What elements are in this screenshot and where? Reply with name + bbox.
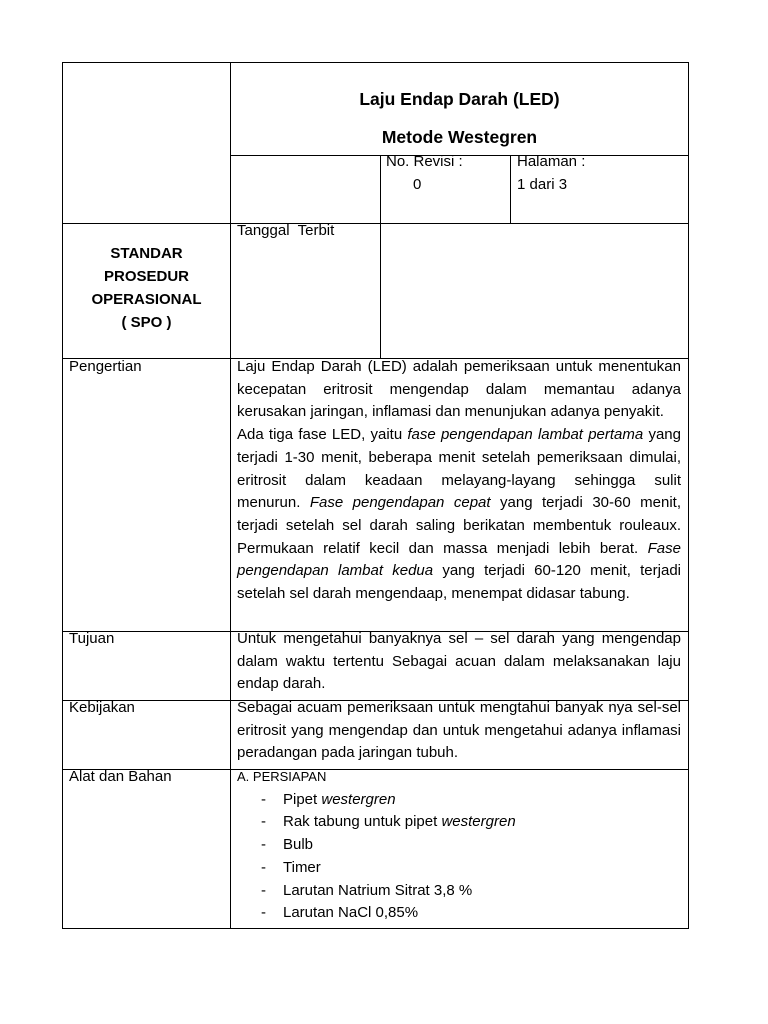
issue-date-cell (230, 223, 381, 359)
text-segment: yang terjadi 60-120 menit, terjadi (433, 562, 681, 580)
document-type (63, 242, 230, 334)
text-line (237, 515, 681, 538)
list-item (237, 834, 681, 857)
text-line (237, 401, 681, 424)
italic-text: Fase pengendapan cepat (309, 494, 491, 512)
revision-cell (380, 155, 511, 224)
list-dash-marker: - (261, 881, 266, 899)
list-item (237, 902, 681, 925)
document-type-line: STANDAR (110, 245, 183, 262)
page-block (517, 151, 585, 196)
list-item (237, 789, 681, 812)
text-line (237, 424, 681, 447)
page-number: 1 dari 3 (517, 175, 568, 193)
text-segment: Bulb (283, 836, 314, 854)
text-segment: terjadi 1-30 menit, beberapa menit setelah pemeriksaan dimulai, (237, 448, 681, 466)
issue-date-label: Tanggal Terbit (237, 222, 335, 239)
text-line (237, 651, 681, 674)
text-segment: Sebagai acuam pemeriksaan untuk mengtahui banyak nya sel-sel (237, 699, 681, 716)
text-segment: setelah sel darah mengendaap, menempat didasar tabung. (237, 585, 630, 603)
list-item (237, 857, 681, 880)
section-label: Tujuan (69, 630, 115, 647)
document-type-line: PROSEDUR (103, 268, 189, 285)
text-segment: dalam waktu tertentu Sebagai acuan dalam melaksanakan laju (237, 652, 681, 670)
revision-number: 0 (413, 175, 422, 193)
logo-cell (62, 62, 231, 224)
tools-content-cell (230, 769, 689, 929)
purpose-content-cell (230, 631, 689, 701)
empty-cell (230, 155, 381, 224)
text-segment: Laju Endap Darah (LED) adalah pemeriksaan untuk menentukan (237, 358, 681, 375)
text-line (237, 470, 681, 493)
text-line (237, 356, 681, 379)
text-line (237, 492, 681, 515)
text-line (237, 538, 681, 561)
policy-text (237, 697, 681, 765)
text-segment: terjadi setelah sel darah saling berikatan membentuk rouleaux. (237, 516, 681, 534)
text-line (237, 447, 681, 470)
document-method: Metode Westegren (381, 127, 538, 147)
text-segment: Pipet (283, 790, 322, 808)
text-line (237, 697, 681, 720)
list-dash-marker: - (261, 790, 266, 808)
text-line (237, 673, 681, 696)
text-segment: Permukaan relatif kecil dan massa menjadi lebih berat. (237, 539, 648, 557)
text-segment: yang (643, 426, 681, 444)
text-segment: yang terjadi 30-60 menit, (490, 494, 681, 512)
document-type-line: OPERASIONAL (91, 291, 202, 308)
definition-text (237, 356, 681, 606)
definition-content-cell (230, 358, 689, 632)
page-cell (510, 155, 689, 224)
page-label: Halaman : (517, 153, 586, 170)
text-segment: peradangan pada jaringan tubuh. (237, 744, 459, 762)
text-segment: Untuk mengetahui banyaknya sel – sel darah yang mengendap (237, 630, 681, 647)
definition-label-cell (62, 358, 231, 632)
revision-label: No. Revisi : (386, 153, 463, 170)
list-item (237, 880, 681, 903)
section-label: Pengertian (69, 358, 142, 375)
text-segment: Ada tiga fase LED, yaitu (237, 426, 408, 444)
italic-text: westergren (321, 790, 396, 808)
text-segment: eritrosit dalam keadaan melayang-layang sehingga sulit (237, 471, 681, 489)
list-dash-marker: - (261, 858, 266, 876)
paragraph (237, 424, 681, 606)
text-segment: eritrosit yang mengendap dan untuk mengetahui adanya inflamasi (237, 721, 681, 739)
text-segment: Rak tabung untuk pipet (283, 813, 442, 831)
section-label: Alat dan Bahan (69, 768, 172, 785)
paragraph (237, 628, 681, 696)
text-line (237, 742, 681, 765)
text-segment: kerusakan jaringan, inflamasi dan menunjukan adanya penyakit. (237, 403, 664, 421)
list-dash-marker: - (261, 836, 266, 854)
italic-text: pengendapan lambat kedua (237, 562, 434, 580)
text-line (237, 379, 681, 402)
text-line (237, 560, 681, 583)
paragraph (237, 356, 681, 424)
list-item (237, 811, 681, 834)
text-line (237, 628, 681, 651)
document-title: Laju Endap Darah (LED) (359, 89, 560, 109)
issue-date-value-cell (380, 223, 689, 359)
text-segment: menurun. (237, 494, 310, 512)
text-segment: kecepatan eritrosit mengendap dalam memantau adanya (237, 380, 681, 398)
policy-label-cell (62, 700, 231, 770)
text-segment: Larutan NaCl 0,85% (283, 904, 419, 922)
list-dash-marker: - (261, 904, 266, 922)
document-type-line: ( SPO ) (121, 314, 172, 331)
text-segment: Larutan Natrium Sitrat 3,8 % (283, 881, 473, 899)
italic-text: westergren (441, 813, 516, 831)
section-label: Kebijakan (69, 699, 135, 716)
revision-block (386, 151, 463, 196)
preparation-heading: A. PERSIAPAN (237, 769, 327, 784)
italic-text: Fase (647, 539, 681, 557)
policy-content-cell (230, 700, 689, 770)
text-line (237, 720, 681, 743)
text-segment: endap darah. (237, 675, 326, 693)
document-type-cell (62, 223, 231, 359)
text-segment: Timer (283, 858, 321, 876)
title-cell (230, 62, 689, 156)
tools-materials (237, 766, 681, 925)
text-line (237, 583, 681, 606)
list-dash-marker: - (261, 813, 266, 831)
tools-label-cell (62, 769, 231, 929)
purpose-text (237, 628, 681, 696)
purpose-label-cell (62, 631, 231, 701)
italic-text: fase pengendapan lambat pertama (407, 426, 644, 444)
tools-list (237, 789, 681, 925)
paragraph (237, 697, 681, 765)
